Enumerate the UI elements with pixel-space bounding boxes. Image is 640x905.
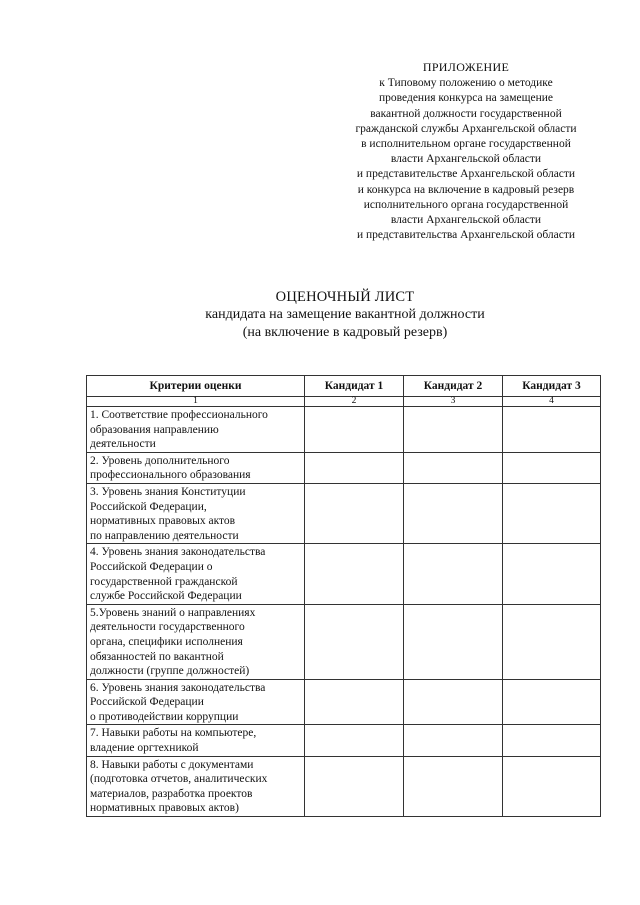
- column-number: 3: [404, 397, 503, 407]
- column-number: 4: [503, 397, 601, 407]
- table-row: [87, 407, 601, 453]
- score-cell-candidate-2: [404, 604, 503, 679]
- appendix-line: гражданской службы Архангельской области: [355, 122, 577, 135]
- appendix-line: в исполнительном органе государственной: [361, 138, 571, 151]
- header-criteria: Критерии оценки: [87, 376, 305, 397]
- column-number: 2: [305, 397, 404, 407]
- table-row: [87, 604, 601, 679]
- score-cell-candidate-2: [404, 756, 503, 816]
- appendix-block: [330, 60, 602, 243]
- criterion-cell: 6. Уровень знания законодательства Российской Федерации о противодействии коррупции: [87, 679, 305, 725]
- score-cell-candidate-3: [503, 604, 601, 679]
- table-row: [87, 679, 601, 725]
- table-row: [87, 544, 601, 604]
- header-candidate-3: Кандидат 3: [503, 376, 601, 397]
- score-cell-candidate-1: [305, 756, 404, 816]
- table-header-row: [87, 376, 601, 397]
- document-subtitle: кандидата на замещение вакантной должности: [205, 307, 485, 322]
- header-candidate-1: Кандидат 1: [305, 376, 404, 397]
- appendix-line: проведения конкурса на замещение: [379, 92, 553, 105]
- score-cell-candidate-2: [404, 679, 503, 725]
- score-cell-candidate-3: [503, 544, 601, 604]
- appendix-line: вакантной должности государственной: [370, 107, 562, 120]
- evaluation-table: [86, 375, 601, 817]
- score-cell-candidate-3: [503, 452, 601, 483]
- table-row: [87, 725, 601, 756]
- score-cell-candidate-1: [305, 604, 404, 679]
- document-title: ОЦЕНОЧНЫЙ ЛИСТ: [275, 289, 415, 305]
- appendix-line: и представительства Архангельской области: [356, 229, 576, 242]
- criterion-cell: 5.Уровень знаний о направлениях деятельности государственного органа, специфики исполнения обязанностей по вакантной должности (группе должностей): [87, 604, 305, 679]
- header-candidate-2: Кандидат 2: [404, 376, 503, 397]
- score-cell-candidate-1: [305, 725, 404, 756]
- criterion-cell: 4. Уровень знания законодательства Российской Федерации о государственной гражданской службе Российской Федерации: [87, 544, 305, 604]
- score-cell-candidate-3: [503, 725, 601, 756]
- criterion-cell: 1. Соответствие профессионального образования направлению деятельности: [87, 407, 305, 453]
- score-cell-candidate-1: [305, 452, 404, 483]
- score-cell-candidate-2: [404, 407, 503, 453]
- score-cell-candidate-2: [404, 725, 503, 756]
- score-cell-candidate-2: [404, 544, 503, 604]
- column-number: 1: [87, 397, 305, 407]
- table-row: [87, 483, 601, 543]
- table-row: [87, 756, 601, 816]
- score-cell-candidate-2: [404, 452, 503, 483]
- appendix-heading: ПРИЛОЖЕНИЕ: [422, 60, 510, 74]
- score-cell-candidate-1: [305, 679, 404, 725]
- document-subtitle-note: (на включение в кадровый резерв): [242, 324, 448, 340]
- score-cell-candidate-1: [305, 483, 404, 543]
- appendix-line: исполнительного органа государственной: [363, 198, 569, 211]
- appendix-line: власти Архангельской области: [390, 153, 542, 166]
- document-title-block: [100, 288, 590, 341]
- score-cell-candidate-1: [305, 407, 404, 453]
- criterion-cell: 3. Уровень знания Конституции Российской Федерации, нормативных правовых актов по направлению деятельности: [87, 483, 305, 543]
- score-cell-candidate-3: [503, 756, 601, 816]
- score-cell-candidate-3: [503, 407, 601, 453]
- appendix-line: к Типовому положению о методике: [379, 77, 553, 90]
- appendix-line: и представительстве Архангельской области: [356, 168, 576, 181]
- appendix-line: власти Архангельской области: [390, 214, 542, 227]
- criterion-cell: 8. Навыки работы с документами (подготовка отчетов, аналитических материалов, разработка проектов нормативных правовых актов): [87, 756, 305, 816]
- score-cell-candidate-3: [503, 483, 601, 543]
- score-cell-candidate-2: [404, 483, 503, 543]
- score-cell-candidate-1: [305, 544, 404, 604]
- table-row: [87, 452, 601, 483]
- score-cell-candidate-3: [503, 679, 601, 725]
- criterion-cell: 2. Уровень дополнительного профессионального образования: [87, 452, 305, 483]
- appendix-line: и конкурса на включение в кадровый резерв: [357, 183, 575, 196]
- criterion-cell: 7. Навыки работы на компьютере, владение оргтехникой: [87, 725, 305, 756]
- column-number-row: [87, 397, 601, 407]
